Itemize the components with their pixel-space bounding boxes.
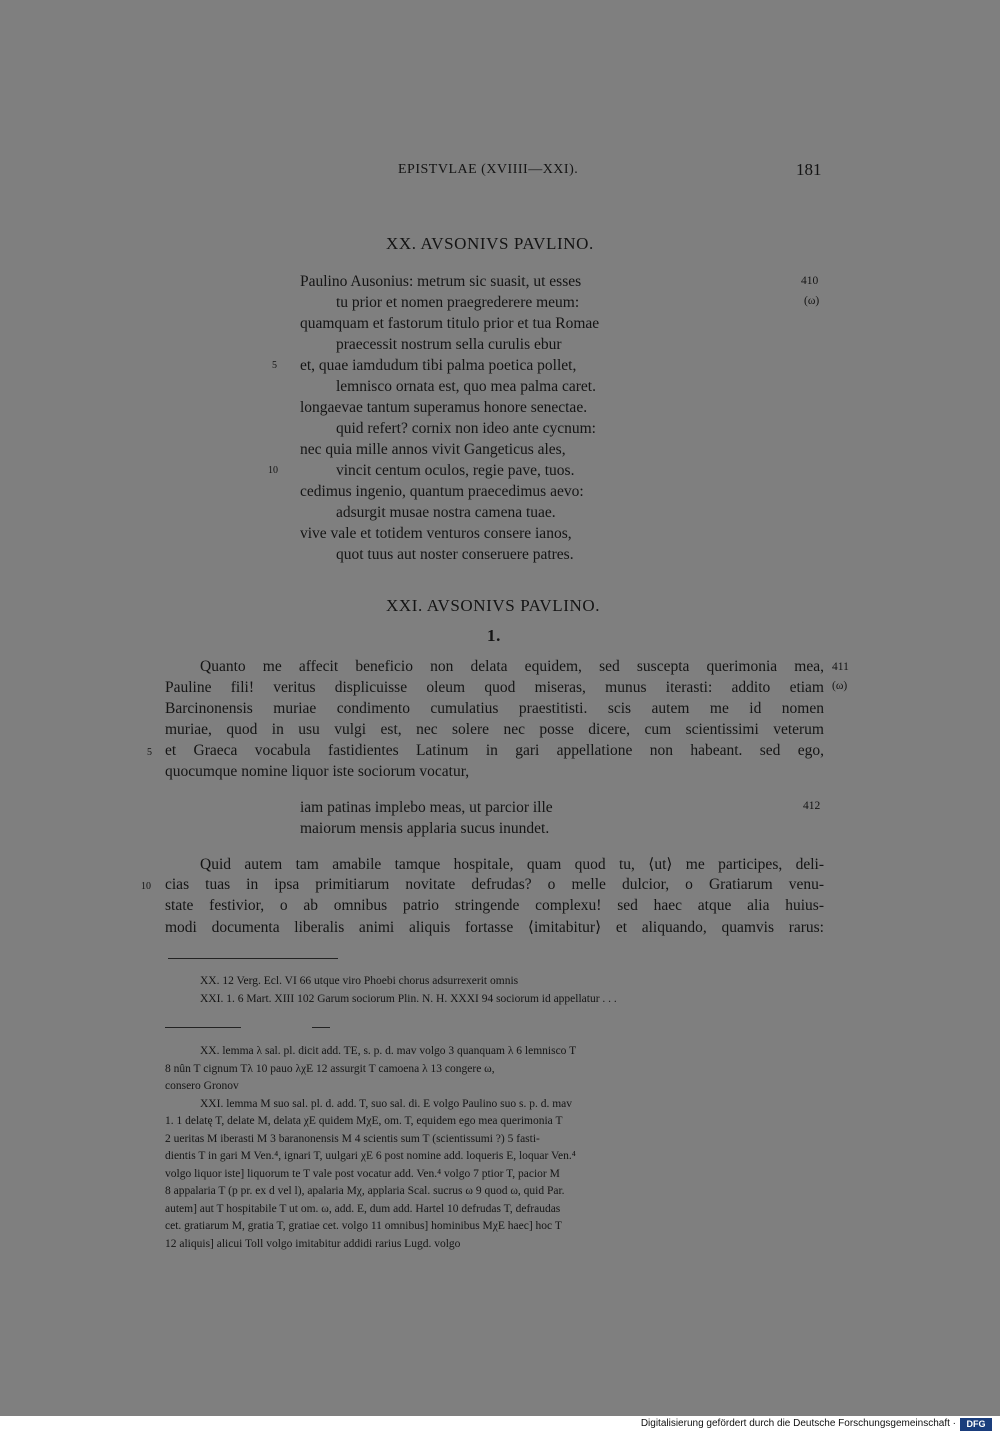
prose-line: Quid autem tam amabile tamque hospitale, quam quod tu, ⟨ut⟩ me participes, deli- [200, 856, 824, 873]
verse-line: nec quia mille annos vivit Gangeticus ales, [300, 441, 566, 458]
verse-line: adsurgit musae nostra camena tuae. [336, 504, 556, 521]
prose-line: Quanto me affecit beneficio non delata equidem, sed suscepta querimonia mea, [200, 658, 824, 675]
prose-line: state festivior, o ab omnibus patrio stringende complexu! sed haec atque alia huius- [165, 897, 824, 914]
verse-line: cedimus ingenio, quantum praecedimus aevo: [300, 483, 584, 500]
apparatus-line: XX. lemma λ sal. pl. dicit add. TE, s. p. d. mav volgo 3 quanquam λ 6 lemnisco T [200, 1045, 577, 1057]
prose-line: Barcinonensis muriae condimento cumulatius praestitisti. scis autem me id nomen [165, 700, 824, 717]
testimonia-line: XX. 12 Verg. Ecl. VI 66 utque viro Phoebi chorus adsurrexerit omnis [200, 975, 519, 987]
margin-reference: 410 [801, 275, 819, 287]
verse-line: quot tuus aut noster conseruere patres. [336, 546, 574, 563]
apparatus-line: cet. gratiarum M, gratia T, gratiae cet. volgo 11 omnibus] hominibus MχE haec] hoc T [165, 1220, 562, 1232]
section-title-xx: XX. AVSONIVS PAVLINO. [386, 234, 594, 253]
prose-line: Pauline fili! veritus displicuisse oleum quod miseras, munus iterasti: addito etiam [165, 679, 824, 696]
prose-line: muriae, quod in usu vulgi est, nec solere nec posse dicere, cum scientissimi veterum [165, 721, 824, 738]
line-number: 10 [268, 465, 278, 476]
verse-line: iam patinas implebo meas, ut parcior ille [300, 799, 553, 816]
separator-rule [165, 1027, 241, 1028]
line-number: 10 [141, 881, 151, 892]
margin-sigla: (ω) [804, 295, 820, 307]
verse-line: vincit centum oculos, regie pave, tuos. [336, 462, 575, 479]
page-number: 181 [796, 160, 822, 179]
verse-line: Paulino Ausonius: metrum sic suasit, ut esses [300, 273, 582, 290]
verse-line: longaevae tantum superamus honore senectae. [300, 399, 588, 416]
line-number: 5 [272, 360, 277, 371]
apparatus-line: volgo liquor iste] liquorum te T vale post vocatur add. Ven.⁴ volgo 7 ptior T, pacior M [165, 1168, 560, 1180]
verse-line: praecessit nostrum sella curulis ebur [336, 336, 562, 353]
running-title: EPISTVLAE (XVIIII—XXI). [398, 162, 579, 177]
separator-rule [168, 958, 338, 959]
verse-line: vive vale et totidem venturos consere ianos, [300, 525, 572, 542]
apparatus-line: XXI. lemma M suo sal. pl. d. add. T, suo sal. di. E volgo Paulino suo s. p. d. mav [200, 1098, 573, 1110]
apparatus-line: 2 ueritas M iberasti M 3 baranonensis M 4 scientis sum T (scientissumi ?) 5 fasti- [165, 1133, 540, 1145]
apparatus-line: 1. 1 delatę T, delate M, delata χE quidem MχE, om. T, equidem ego mea querimonia T [165, 1115, 563, 1127]
footer-credit: Digitalisierung gefördert durch die Deutsche Forschungsgemeinschaft · [640, 1418, 956, 1429]
apparatus-line: 12 aliquis] alicui Toll volgo imitabitur addidi rarius Lugd. volgo [165, 1238, 461, 1250]
apparatus-line: consero Gronov [165, 1080, 239, 1092]
verse-line: quamquam et fastorum titulo prior et tua Romae [300, 315, 600, 332]
apparatus-line: autem] aut T hospitabile T ut om. ω, add. E, dum add. Hartel 10 defrudas T, defraudas [165, 1203, 561, 1215]
separator-rule [312, 1027, 330, 1028]
verse-line: quid refert? cornix non ideo ante cycnum: [336, 420, 596, 437]
line-number: 5 [147, 747, 152, 758]
margin-reference: 411 [832, 661, 849, 673]
margin-reference: 412 [803, 800, 821, 812]
apparatus-line: dientis T in gari M Ven.⁴, ignari T, uulgari χE 6 post nomine add. loqueris E, loquar Ven.⁴ [165, 1150, 576, 1162]
apparatus-line: 8 appalaria T (p pr. ex d vel l), apalaria Mχ, applaria Scal. sucrus ω 9 quod ω, quid Par. [165, 1185, 565, 1197]
prose-line: quocumque nomine liquor iste sociorum vocatur, [165, 763, 470, 780]
dfg-logo-icon: DFG [960, 1418, 992, 1431]
verse-line: lemnisco ornata est, quo mea palma caret. [336, 378, 596, 395]
prose-line: cias tuas in ipsa primitiarum novitate defrudas? o melle dulcior, o Gratiarum venu- [165, 876, 824, 893]
verse-line: tu prior et nomen praegrederere meum: [336, 294, 580, 311]
margin-sigla: (ω) [832, 680, 848, 692]
apparatus-line: 8 nûn T cignum Tλ 10 pauo λχE 12 assurgit T camoena λ 13 congere ω, [165, 1063, 495, 1075]
verse-line: maiorum mensis applaria sucus inundet. [300, 820, 550, 837]
prose-line: et Graeca vocabula fastidientes Latinum in gari appellatione non habeant. sed ego, [165, 742, 824, 759]
section-subtitle: 1. [487, 626, 501, 645]
testimonia-line: XXI. 1. 6 Mart. XIII 102 Garum sociorum Plin. N. H. XXXI 94 sociorum id appellatur . . . [200, 993, 617, 1005]
section-title-xxi: XXI. AVSONIVS PAVLINO. [386, 596, 601, 615]
prose-line: modi documenta liberalis animi aliquis fortasse ⟨imitabitur⟩ et aliquando, quamvis rarus: [165, 919, 824, 936]
verse-line: et, quae iamdudum tibi palma poetica pollet, [300, 357, 577, 374]
